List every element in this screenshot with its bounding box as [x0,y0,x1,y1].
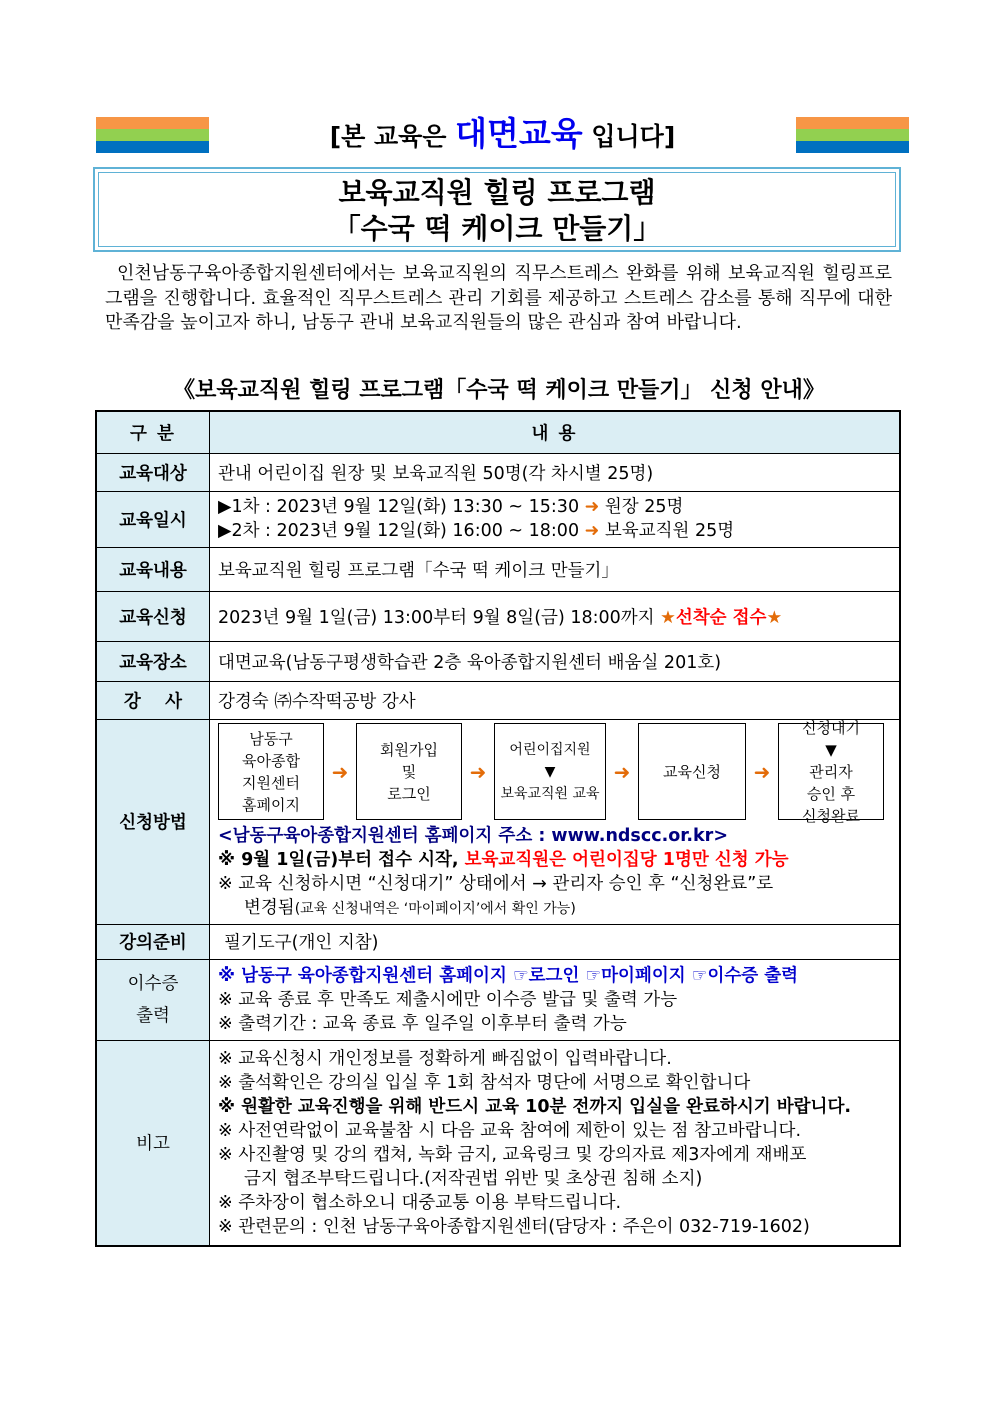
table-header-row [96,411,900,453]
title-box [93,167,901,252]
remark-line: ※ 관련문의 : 인천 남동구육아종합지원센터(담당자 : 주은이 032-719-1602) [218,1216,810,1237]
arrow-right-icon: ➜ [331,759,349,784]
row-certificate [96,959,900,1040]
star-icon: ★ [660,607,676,628]
value-target: 관내 어린이집 원장 및 보육교직원 50명(각 차시별 25명) [210,453,901,491]
first-come-badge: 선착순 접수 [675,607,767,628]
row-method [96,719,900,924]
section-heading: 《보육교직원 힐링 프로그램「수국 떡 케이크 만들기」 신청 안내》 [173,378,825,403]
certificate-line-3: ※ 출력기간 : 교육 종료 후 일주일 이후부터 출력 가능 [218,1013,627,1034]
arrow-right-icon: ➜ [584,521,600,541]
remark-line: ※ 주차장이 협소하오니 대중교통 이용 부탁드립니다. [218,1192,622,1213]
row-schedule [96,491,900,547]
decorative-stripes-left [96,117,209,153]
value-place: 대면교육(남동구평생학습관 2층 육아종합지원센터 배움실 201호) [210,641,901,681]
value-apply [210,591,901,641]
banner-prefix: [본 교육은 [329,122,456,151]
banner-highlight: 대면교육 [455,114,583,153]
decorative-stripes-right [796,117,909,153]
arrow-right-icon: ➜ [469,759,487,784]
value-content: 보육교직원 힐링 프로그램「수국 떡 케이크 만들기」 [210,547,901,591]
method-note-2-cont: 변경됨(교육 신청내역은 ‘마이페이지’에서 확인 가능) [244,898,576,918]
info-table [95,410,901,1247]
label-apply: 교육신청 [96,591,210,641]
star-icon: ★ [766,607,783,628]
value-certificate [210,959,901,1040]
method-note-2: ※ 교육 신청하시면 “신청대기” 상태에서 → 관리자 승인 후 “신청완료”로 [218,874,774,894]
remark-line: ※ 원활한 교육진행을 위해 반드시 교육 10분 전까지 입실을 완료하시기 바랍니다. [218,1096,851,1117]
row-apply [96,591,900,641]
label-method: 신청방법 [96,719,210,924]
remark-line: ※ 사전연락없이 교육불참 시 다음 교육 참여에 제한이 있는 점 참고바랍니다. [218,1120,802,1141]
flow-step-apply: 교육신청 [638,723,746,820]
schedule-2-who: 보육교직원 25명 [604,521,735,541]
value-remarks [210,1040,901,1246]
value-schedule [210,491,901,547]
row-target [96,453,900,491]
title-line-2: 「수국 떡 케이크 만들기」 [332,212,662,245]
value-prep: 필기도구(개인 지참) [210,924,901,959]
value-instructor: 강경숙 ㈜수작떡공방 강사 [210,681,901,719]
row-remarks [96,1040,900,1246]
flow-step-signup: 회원가입 및 로그인 [356,723,462,820]
schedule-1-text: ▶1차 : 2023년 9월 12일(화) 13:30 ~ 15:30 [218,497,580,517]
method-note-1: ※ 9월 1일(금)부터 접수 시작, 보육교직원은 어린이집당 1명만 신청 가능 [218,850,789,870]
flow-step-homepage: 남동구 육아종합 지원센터 홈페이지 [218,723,324,820]
schedule-1-who: 원장 25명 [604,497,684,517]
remark-line: ※ 사진촬영 및 강의 캡쳐, 녹화 금지, 교육링크 및 강의자료 제3자에게 재배포 [218,1144,807,1165]
title-line-1: 보육교직원 힐링 프로그램 [338,176,656,209]
row-prep [96,924,900,959]
header-content: 내 용 [210,411,901,453]
arrow-right-icon: ➜ [753,759,771,784]
arrow-right-icon: ➜ [584,497,600,517]
flow-step-complete: 신청대기 ▼ 관리자 승인 후 신청완료 [778,723,884,820]
row-instructor [96,681,900,719]
label-place: 교육장소 [96,641,210,681]
remark-line: ※ 교육신청시 개인정보를 정확하게 빠짐없이 입력바랍니다. [218,1048,672,1069]
flow-step-menu: 어린이집지원 ▼ 보육교직원 교육 [494,723,606,820]
label-target: 교육대상 [96,453,210,491]
label-instructor: 강 사 [96,681,210,719]
value-method [210,719,901,924]
label-prep: 강의준비 [96,924,210,959]
apply-period: 2023년 9월 1일(금) 13:00부터 9월 8일(금) 18:00까지 [218,607,661,628]
header-category: 구 분 [96,411,210,453]
row-content [96,547,900,591]
label-certificate: 이수증 출력 [96,959,210,1040]
schedule-2-text: ▶2차 : 2023년 9월 12일(화) 16:00 ~ 18:00 [218,521,580,541]
label-content: 교육내용 [96,547,210,591]
arrow-right-icon: ➜ [613,759,631,784]
banner-suffix: 입니다] [582,122,676,151]
homepage-address: <남동구육아종합지원센터 홈페이지 주소 : www.ndscc.or.kr> [218,826,728,846]
certificate-line-2: ※ 교육 종료 후 만족도 제출시에만 이수증 발급 및 출력 가능 [218,989,678,1010]
banner [210,112,795,159]
label-remarks: 비고 [96,1040,210,1246]
certificate-line-1: ※ 남동구 육아종합지원센터 홈페이지 ☞로그인 ☞마이페이지 ☞이수증 출력 [218,965,799,986]
remark-line: 금지 협조부탁드립니다.(저작권법 위반 및 초상권 침해 소지) [244,1168,703,1189]
row-place [96,641,900,681]
remark-line: ※ 출석확인은 강의실 입실 후 1회 참석자 명단에 서명으로 확인합니다 [218,1072,751,1093]
label-schedule: 교육일시 [96,491,210,547]
intro-paragraph: 인천남동구육아종합지원센터에서는 보육교직원의 직무스트레스 완화를 위해 보육교직원 힐링프로그램을 진행합니다. 효율적인 직무스트레스 관리 기회를 제공하고 스트레스 감소를 통해 직무에 대한 만족감을 높이고자 하니, 남동구 관내 보육교직원들의 많은 관심과 참여 바랍니다. [105,263,892,333]
application-flow [218,718,895,825]
